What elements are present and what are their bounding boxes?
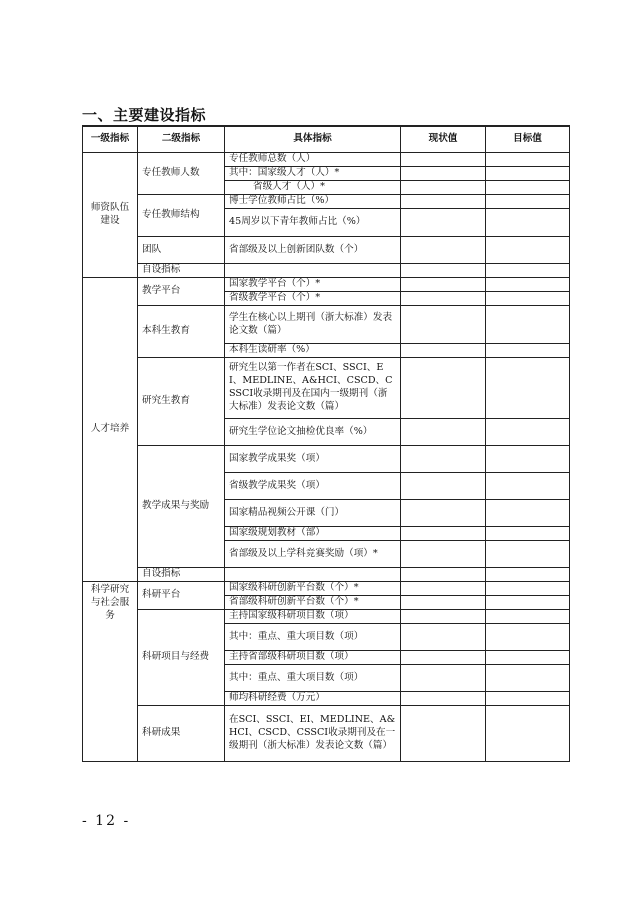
group-research: 科学研究与社会服务 (83, 582, 138, 762)
sub-research-projects: 科研项目与经费 (138, 610, 225, 706)
target-value-cell[interactable] (486, 344, 570, 358)
spec-cell: 主持省部级科研项目数（项） (225, 651, 401, 665)
table-row (83, 153, 570, 167)
current-value-cell[interactable] (401, 419, 486, 446)
target-value-cell[interactable] (486, 610, 570, 624)
spec-cell: 省级教学成果奖（项） (225, 473, 401, 500)
sub-custom: 自设指标 (138, 264, 225, 278)
current-value-cell[interactable] (401, 153, 486, 167)
spec-cell: 省部级及以上创新团队数（个） (225, 237, 401, 264)
spec-cell: 省级教学平台（个）* (225, 292, 401, 306)
spec-cell: 省部级科研创新平台数（个）* (225, 596, 401, 610)
header-spec: 具体指标 (225, 126, 401, 153)
target-value-cell[interactable] (486, 195, 570, 209)
current-value-cell[interactable] (401, 706, 486, 762)
current-value-cell[interactable] (401, 181, 486, 195)
target-value-cell[interactable] (486, 167, 570, 181)
current-value-cell[interactable] (401, 582, 486, 596)
spec-cell: 博士学位教师占比（%） (225, 195, 401, 209)
current-value-cell[interactable] (401, 596, 486, 610)
spec-cell: 省级人才（人）* (225, 181, 401, 195)
sub-custom: 自设指标 (138, 568, 225, 582)
current-value-cell[interactable] (401, 237, 486, 264)
sub-team: 团队 (138, 237, 225, 264)
target-value-cell[interactable] (486, 500, 570, 527)
target-value-cell[interactable] (486, 278, 570, 292)
target-value-cell[interactable] (486, 292, 570, 306)
current-value-cell[interactable] (401, 306, 486, 344)
target-value-cell[interactable] (486, 473, 570, 500)
spec-cell: 本科生读研率（%） (225, 344, 401, 358)
target-value-cell[interactable] (486, 624, 570, 651)
spec-cell: 专任教师总数（人） (225, 153, 401, 167)
spec-cell: 其中：国家级人才（人）* (225, 167, 401, 181)
target-value-cell[interactable] (486, 541, 570, 568)
current-value-cell[interactable] (401, 624, 486, 651)
table-row (83, 568, 570, 582)
group-faculty: 师资队伍建设 (83, 153, 138, 278)
table-row (83, 358, 570, 419)
current-value-cell[interactable] (401, 278, 486, 292)
target-value-cell[interactable] (486, 446, 570, 473)
sub-full-time-structure: 专任教师结构 (138, 195, 225, 237)
current-value-cell[interactable] (401, 264, 486, 278)
spec-cell: 国家级科研创新平台数（个）* (225, 582, 401, 596)
target-value-cell[interactable] (486, 264, 570, 278)
current-value-cell[interactable] (401, 209, 486, 237)
sub-teaching-awards: 教学成果与奖励 (138, 446, 225, 568)
target-value-cell[interactable] (486, 237, 570, 264)
header-current: 现状值 (401, 126, 486, 153)
target-value-cell[interactable] (486, 692, 570, 706)
sub-full-time-count: 专任教师人数 (138, 153, 225, 195)
spec-cell: 省部级及以上学科竞赛奖励（项）* (225, 541, 401, 568)
current-value-cell[interactable] (401, 527, 486, 541)
table-row (83, 446, 570, 473)
spec-cell: 国家级规划教材（部） (225, 527, 401, 541)
current-value-cell[interactable] (401, 500, 486, 527)
target-value-cell[interactable] (486, 209, 570, 237)
current-value-cell[interactable] (401, 167, 486, 181)
table-row (83, 582, 570, 596)
target-value-cell[interactable] (486, 706, 570, 762)
current-value-cell[interactable] (401, 541, 486, 568)
current-value-cell[interactable] (401, 692, 486, 706)
spec-cell: 主持国家级科研项目数（项） (225, 610, 401, 624)
header-target: 目标值 (486, 126, 570, 153)
target-value-cell[interactable] (486, 527, 570, 541)
spec-cell: 在SCI、SSCI、EI、MEDLINE、A&HCI、CSCD、CSSCI收录期刊及在一级期刊（浙大标准）发表论文数（篇） (225, 706, 401, 762)
spec-cell: 研究生学位论文抽检优良率（%） (225, 419, 401, 446)
spec-cell: 国家教学平台（个）* (225, 278, 401, 292)
spec-cell: 国家教学成果奖（项） (225, 446, 401, 473)
current-value-cell[interactable] (401, 358, 486, 419)
target-value-cell[interactable] (486, 306, 570, 344)
current-value-cell[interactable] (401, 195, 486, 209)
target-value-cell[interactable] (486, 568, 570, 582)
table-row (83, 610, 570, 624)
current-value-cell[interactable] (401, 473, 486, 500)
page-number: - 12 - (82, 813, 131, 829)
spec-cell: 国家精品视频公开课（门） (225, 500, 401, 527)
header-level2: 二级指标 (138, 126, 225, 153)
spec-cell: 其中：重点、重大项目数（项） (225, 665, 401, 692)
current-value-cell[interactable] (401, 292, 486, 306)
target-value-cell[interactable] (486, 596, 570, 610)
sub-undergrad: 本科生教育 (138, 306, 225, 358)
sub-teaching-platform: 教学平台 (138, 278, 225, 306)
target-value-cell[interactable] (486, 651, 570, 665)
spec-cell: 45周岁以下青年教师占比（%） (225, 209, 401, 237)
table-row (83, 195, 570, 209)
spec-cell[interactable] (225, 568, 401, 582)
sub-research-platform: 科研平台 (138, 582, 225, 610)
current-value-cell[interactable] (401, 651, 486, 665)
current-value-cell[interactable] (401, 665, 486, 692)
target-value-cell[interactable] (486, 358, 570, 419)
current-value-cell[interactable] (401, 446, 486, 473)
table-row (83, 306, 570, 344)
current-value-cell[interactable] (401, 344, 486, 358)
table-row (83, 237, 570, 264)
construction-indicators-table (82, 125, 570, 762)
target-value-cell[interactable] (486, 419, 570, 446)
sub-grad: 研究生教育 (138, 358, 225, 446)
current-value-cell[interactable] (401, 568, 486, 582)
table-header-row (83, 126, 570, 153)
spec-cell: 师均科研经费（万元） (225, 692, 401, 706)
target-value-cell[interactable] (486, 153, 570, 167)
section-title: 一、主要建设指标 (82, 106, 207, 124)
table-row (83, 264, 570, 278)
current-value-cell[interactable] (401, 610, 486, 624)
spec-cell: 其中：重点、重大项目数（项） (225, 624, 401, 651)
target-value-cell[interactable] (486, 582, 570, 596)
header-level1: 一级指标 (83, 126, 138, 153)
sub-research-results: 科研成果 (138, 706, 225, 762)
table-row (83, 706, 570, 762)
spec-cell: 研究生以第一作者在SCI、SSCI、EI、MEDLINE、A&HCI、CSCD、CSSCI收录期刊及在国内一级期刊（浙大标准）发表论文数（篇） (225, 358, 401, 419)
group-talent: 人才培养 (83, 278, 138, 582)
spec-cell[interactable] (225, 264, 401, 278)
spec-cell: 学生在核心以上期刊（浙大标准）发表论文数（篇） (225, 306, 401, 344)
target-value-cell[interactable] (486, 665, 570, 692)
table-row (83, 278, 570, 292)
target-value-cell[interactable] (486, 181, 570, 195)
